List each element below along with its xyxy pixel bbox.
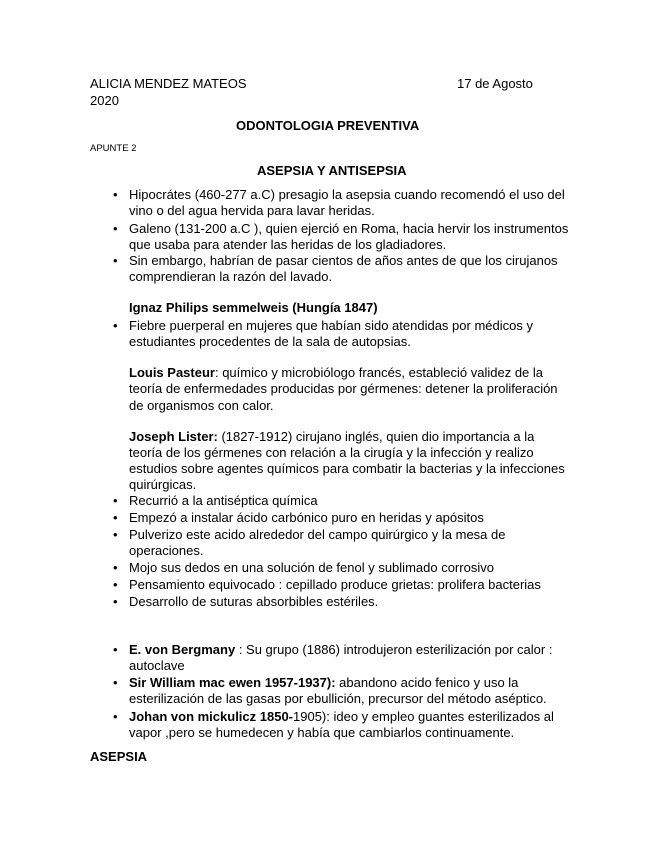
history-line: que usaba para atender las heridas de los gladiadores.: [129, 237, 447, 252]
semmelweis-line: Fiebre puerperal en mujeres que habían sido atendidas por médicos y: [129, 318, 533, 333]
bullet-dot: •: [113, 527, 118, 542]
bullet-dot: •: [113, 510, 118, 525]
history-line: Sin embargo, habrían de pasar cientos de años antes de que los cirujanos: [129, 253, 558, 268]
author-name: ALICIA MENDEZ MATEOS: [90, 76, 247, 91]
bullet-dot: •: [113, 675, 118, 690]
lister-bullet: Pulverizo este acido alrededor del campo quirúrgico y la mesa de: [129, 527, 506, 542]
sterilization-line: [129, 675, 518, 691]
bullet-dot: •: [113, 709, 118, 724]
note-label: APUNTE 2: [90, 143, 137, 154]
history-line: vino o del agua hervida para lavar heridas.: [129, 203, 375, 218]
pioneer-text: 1905): ideo y empleo guantes esterilizados al: [293, 709, 554, 724]
history-line: comprendieran la razón del lavado.: [129, 269, 333, 284]
pasteur-line: [129, 365, 543, 381]
pioneer-name: E. von Bergmany: [129, 642, 236, 657]
semmelweis-heading: Ignaz Philips semmelweis (Hungía 1847): [129, 300, 378, 315]
semmelweis-line: estudiantes procedentes de la sala de autopsias.: [129, 334, 411, 349]
lister-name: Joseph Lister:: [129, 429, 218, 444]
bullet-dot: •: [113, 318, 118, 333]
pioneer-name: Sir William mac ewen 1957-1937):: [129, 675, 336, 690]
lister-bullet: Desarrollo de suturas absorbibles estériles.: [129, 594, 379, 609]
sterilization-line: [129, 709, 554, 725]
lister-text: (1827-1912) cirujano inglés, quien dio importancia a la: [217, 429, 535, 444]
bullet-dot: •: [113, 221, 118, 236]
pasteur-name: Louis Pasteur: [129, 365, 215, 380]
pioneer-name: Johan von mickulicz 1850-: [129, 709, 294, 724]
bullet-dot: •: [113, 642, 118, 657]
sterilization-line: esterilización de las gasas por ebullición, precursor del método aséptico.: [129, 691, 547, 706]
date-day: 17 de Agosto: [457, 76, 533, 91]
lister-bullet: Empezó a instalar ácido carbónico puro en heridas y apósitos: [129, 510, 484, 525]
bullet-dot: •: [113, 187, 118, 202]
lister-bullet: Mojo sus dedos en una solución de fenol y sublimado corrosivo: [129, 560, 494, 575]
pioneer-text: : Su grupo (1886) introdujeron esterilización por calor :: [235, 642, 553, 657]
lister-line: [129, 429, 534, 445]
asepsia-heading: ASEPSIA: [90, 749, 148, 764]
lister-line: estudios sobre agentes químicos para combatir la bacterias y la infecciones: [129, 461, 565, 476]
sterilization-line: [129, 642, 552, 658]
date-year: 2020: [90, 93, 119, 108]
sterilization-line: vapor ,pero se humedecen y había que cambiarlos continuamente.: [129, 725, 515, 740]
bullet-dot: •: [113, 577, 118, 592]
lister-bullet: Pensamiento equivocado : cepillado produce grietas: prolifera bacterias: [129, 577, 541, 592]
pasteur-line: de organismos con calor.: [129, 398, 274, 413]
sterilization-line: autoclave: [129, 658, 185, 673]
bullet-dot: •: [113, 493, 118, 508]
section-subtitle: ASEPSIA Y ANTISEPSIA: [257, 163, 407, 178]
pasteur-line: teoría de enfermedades producidas por gérmenes: detener la proliferación: [129, 381, 558, 396]
history-line: Galeno (131-200 a.C ), quien ejerció en Roma, hacia hervir los instrumentos: [129, 221, 569, 236]
pioneer-text: abandono acido fenico y uso la: [335, 675, 519, 690]
pasteur-text: : químico y microbiólogo francés, estableció validez de la: [214, 365, 544, 380]
bullet-dot: •: [113, 560, 118, 575]
history-line: Hipocrátes (460-277 a.C) presagio la asepsia cuando recomendó el uso del: [129, 187, 565, 202]
lister-line: quirúrgicas.: [129, 477, 197, 492]
bullet-dot: •: [113, 253, 118, 268]
lister-bullet: operaciones.: [129, 543, 204, 558]
lister-bullet: Recurrió a la antiséptica química: [129, 493, 318, 508]
document-title: ODONTOLOGIA PREVENTIVA: [236, 118, 420, 133]
lister-line: teoría de los gérmenes con relación a la cirugía y la infección y realizo: [129, 445, 534, 460]
bullet-dot: •: [113, 594, 118, 609]
